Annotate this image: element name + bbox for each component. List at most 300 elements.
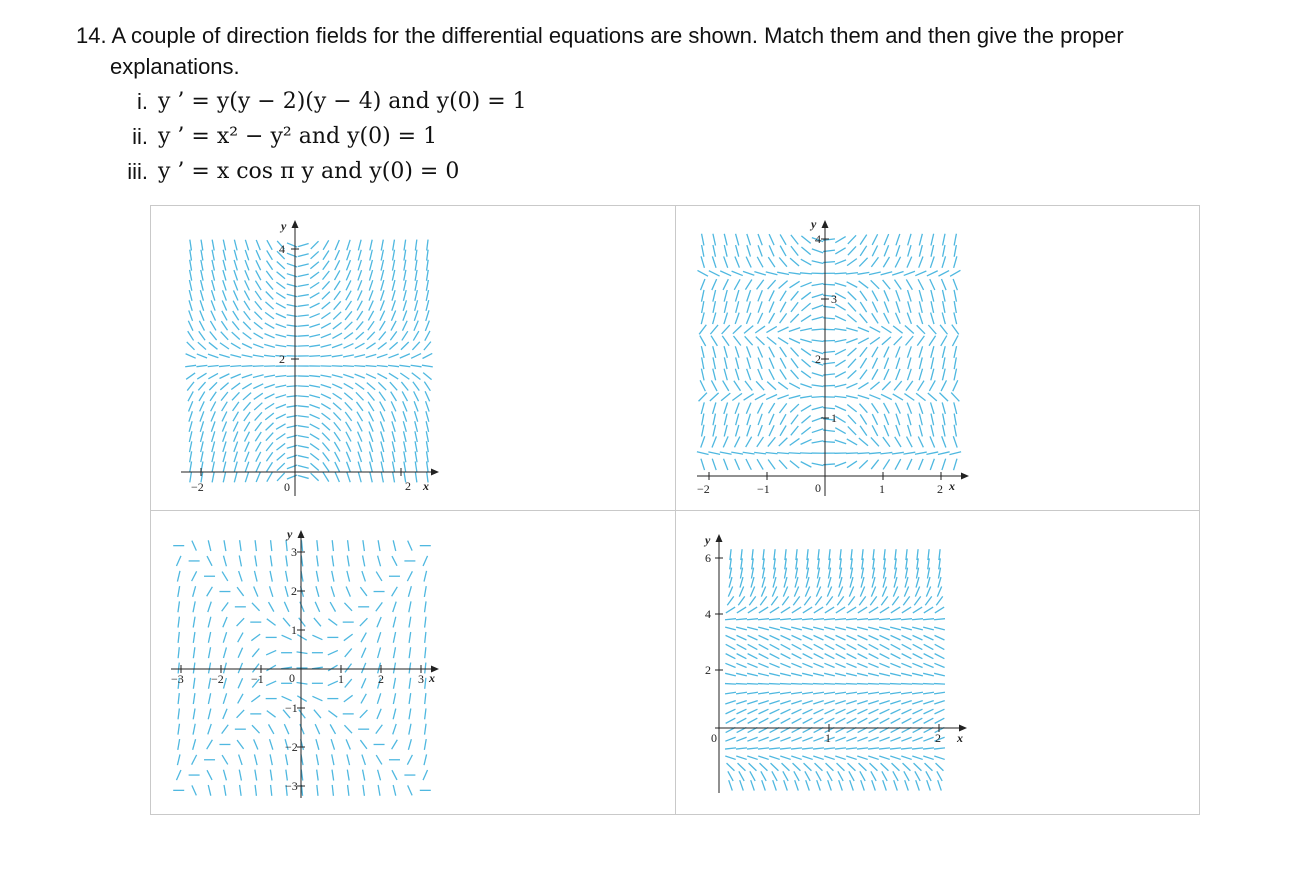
slope-segment [252, 603, 260, 611]
slope-segment [234, 270, 238, 280]
slope-segment [332, 556, 334, 567]
slope-segment [942, 369, 945, 381]
slope-segment [369, 441, 372, 451]
slope-segment [713, 234, 716, 246]
slope-segment [212, 280, 215, 291]
slope-segment [335, 260, 340, 270]
slope-segment [884, 313, 889, 324]
slope-segment [923, 684, 934, 685]
slope-segment [771, 763, 779, 771]
slope-segment [287, 284, 298, 287]
slope-segment [736, 301, 739, 313]
slope-segment [190, 240, 192, 251]
slope-segment [839, 780, 843, 790]
slope-segment [242, 383, 251, 389]
slope-segment [931, 402, 935, 413]
equation-text: y ’ = x cos π y and y(0) = 0 [158, 159, 460, 184]
slope-segment [727, 763, 735, 771]
slope-segment [212, 441, 215, 452]
slope-segment [815, 596, 821, 605]
slope-segment [794, 586, 798, 596]
slope-segment [315, 602, 319, 612]
slope-segment [275, 385, 286, 387]
slope-segment [848, 235, 856, 244]
slope-segment [954, 346, 957, 358]
slope-segment [860, 771, 865, 781]
slope-segment [778, 382, 788, 389]
slope-segment [317, 555, 319, 566]
slope-segment [361, 633, 366, 643]
slope-segment [697, 270, 708, 276]
slope-segment [953, 279, 957, 290]
slope-segment [925, 763, 933, 771]
slope-segment [838, 586, 842, 596]
slope-segment [748, 607, 757, 613]
slope-segment [954, 301, 956, 313]
slope-segment [251, 634, 260, 641]
slope-segment [908, 290, 912, 301]
slope-segment [740, 568, 742, 579]
slope-segment [220, 343, 229, 349]
slope-segment [287, 475, 297, 479]
slope-segment [801, 236, 810, 244]
slope-segment [400, 373, 409, 379]
slope-segment [276, 292, 285, 298]
slope-segment [803, 635, 813, 640]
slope-segment [392, 740, 398, 749]
slope-segment [345, 664, 352, 673]
slope-segment [861, 577, 864, 588]
slope-segment [928, 393, 937, 401]
slope-segment [237, 710, 245, 718]
slope-segment [358, 260, 361, 270]
slope-segment [789, 272, 801, 274]
slope-segment [872, 347, 878, 357]
slope-segment [860, 246, 867, 256]
slope-segment [283, 618, 290, 626]
slope-segment [857, 619, 868, 620]
slope-segment [393, 693, 395, 704]
slope-segment [402, 391, 407, 401]
slope-segment [883, 780, 887, 790]
slope-segment [211, 421, 215, 431]
slope-segment [737, 644, 747, 649]
slope-segment [904, 271, 915, 275]
slope-segment [800, 339, 812, 342]
slope-segment [370, 260, 373, 271]
slope-segment [794, 771, 799, 781]
slope-segment [736, 627, 747, 630]
slope-segment [333, 412, 341, 420]
slope-segment [835, 440, 846, 444]
slope-segment [400, 354, 410, 358]
x-tick-label: 1 [879, 482, 885, 496]
slope-segment [346, 739, 350, 749]
slope-segment [825, 654, 835, 659]
slope-segment [286, 754, 288, 765]
slope-segment [403, 290, 406, 301]
slope-segment [868, 756, 878, 759]
slope-segment [240, 785, 242, 796]
slope-segment [725, 619, 736, 620]
slope-segment [368, 311, 373, 321]
slope-segment [366, 354, 377, 357]
slope-segment [780, 737, 790, 741]
slope-segment [923, 673, 934, 676]
slope-segment [918, 279, 924, 290]
slope-segment [412, 373, 421, 380]
slope-segment [251, 695, 260, 702]
slope-segment [812, 294, 823, 298]
slope-segment [825, 718, 835, 723]
slope-segment [347, 240, 350, 250]
slope-segment [884, 403, 890, 414]
slope-segment [700, 336, 706, 346]
slope-segment [891, 709, 901, 714]
slope-segment [301, 540, 302, 551]
slope-segment [239, 556, 241, 567]
slope-segment [813, 756, 823, 759]
slope-segment [330, 602, 335, 612]
x-tick-label: 0 [711, 731, 717, 745]
slope-segment [801, 427, 810, 434]
slope-segment [954, 459, 957, 470]
slope-segment [773, 780, 777, 790]
slope-segment [310, 303, 320, 308]
slope-segment [361, 678, 365, 688]
slope-segment [923, 756, 933, 759]
slope-segment [846, 673, 857, 676]
slope-segment [871, 257, 878, 267]
slope-segment [287, 263, 297, 267]
slope-segment [880, 709, 890, 714]
slope-segment [791, 358, 798, 368]
y-tick-label: 4 [815, 232, 821, 246]
slope-segment [298, 466, 309, 469]
slope-segment [954, 312, 957, 324]
slope-segment [759, 607, 768, 613]
slope-segment [881, 596, 887, 605]
slope-segment [726, 654, 736, 659]
slope-segment [758, 737, 768, 741]
slope-segment [780, 701, 790, 704]
slope-segment [847, 314, 856, 322]
slope-segment [309, 376, 320, 377]
slope-segment [916, 393, 925, 400]
slope-segment [713, 301, 715, 313]
slope-segment [426, 280, 428, 291]
slope-segment [311, 473, 319, 481]
slope-segment [287, 435, 298, 438]
slope-segment [868, 619, 879, 620]
slope-segment [942, 346, 945, 358]
slope-segment [824, 619, 835, 620]
slope-segment [838, 771, 843, 781]
slope-segment [344, 393, 352, 400]
slope-segment [850, 780, 854, 790]
slope-segment [192, 785, 196, 795]
slope-segment [927, 780, 931, 790]
slope-segment [425, 647, 426, 658]
slope-segment [330, 724, 335, 734]
slope-segment [872, 291, 878, 302]
slope-segment [256, 462, 261, 472]
slope-segment [803, 644, 813, 649]
slope-segment [824, 748, 835, 749]
slope-segment [409, 601, 411, 612]
slope-segment [737, 635, 747, 640]
slope-segment [334, 281, 340, 290]
slope-segment [848, 415, 856, 424]
slope-segment [208, 373, 218, 378]
slope-segment [297, 652, 308, 654]
slope-segment [311, 251, 319, 258]
slope-segment [931, 346, 934, 358]
slope-segment [893, 394, 903, 400]
slope-segment [201, 441, 204, 452]
slope-segment [879, 627, 890, 630]
slope-segment [871, 460, 878, 469]
slope-segment [916, 780, 920, 790]
equation-number: i. [137, 89, 148, 114]
slope-segment [803, 607, 812, 613]
slope-segment [803, 718, 813, 723]
slope-segment [253, 366, 264, 367]
slope-segment [927, 577, 930, 588]
slope-segment [726, 635, 736, 640]
slope-segment [404, 270, 406, 281]
slope-segment [253, 355, 264, 357]
slope-segment [362, 571, 365, 581]
slope-segment [199, 392, 205, 401]
slope-segment [190, 461, 192, 472]
slope-segment [377, 373, 387, 378]
slope-segment [234, 280, 238, 290]
slope-segment [908, 414, 911, 426]
slope-segment [895, 459, 901, 470]
slope-segment [360, 740, 367, 749]
slope-segment [356, 392, 364, 400]
slope-segment [193, 663, 194, 674]
slope-segment [346, 280, 351, 290]
slope-segment [880, 607, 889, 613]
slope-segment [702, 414, 704, 426]
slope-segment [298, 335, 309, 336]
slope-segment [413, 382, 419, 391]
slope-segment [903, 596, 909, 605]
slope-segment [826, 596, 832, 605]
slope-segment [800, 273, 812, 274]
slope-segment [868, 737, 878, 741]
slope-segment [879, 673, 890, 676]
slope-segment [789, 395, 801, 398]
slope-segment [332, 355, 343, 357]
slope-segment [331, 739, 334, 749]
slope-segment [812, 340, 824, 341]
slope-segment [425, 632, 426, 643]
y-tick-label: 1 [831, 411, 837, 425]
slope-segment [355, 343, 365, 348]
slope-segment [734, 279, 740, 289]
slope-segment [791, 291, 799, 300]
slope-segment [298, 426, 309, 428]
slope-segment [802, 756, 812, 759]
slope-segment [824, 627, 835, 630]
slope-segment [835, 384, 847, 387]
slope-segment [201, 250, 203, 261]
slope-segment [813, 673, 824, 676]
slope-segment [860, 347, 867, 356]
slope-segment [738, 596, 744, 605]
slope-segment [816, 771, 821, 781]
slope-segment [193, 708, 195, 719]
slope-segment [930, 459, 934, 470]
slope-segment [849, 586, 853, 596]
slope-segment [264, 355, 275, 356]
slope-segment [238, 678, 242, 688]
slope-segment [210, 321, 216, 330]
slope-segment [392, 280, 395, 291]
slope-segment [846, 627, 857, 630]
slope-segment [724, 301, 727, 313]
slope-segment [859, 281, 869, 288]
slope-segment [892, 452, 904, 454]
slope-segment [413, 331, 419, 341]
slope-segment [835, 663, 845, 667]
slope-segment [200, 300, 204, 310]
slope-segment [415, 472, 417, 483]
slope-segment [256, 442, 261, 452]
slope-segment [758, 701, 768, 704]
slope-segment [323, 261, 329, 270]
slope-segment [919, 313, 923, 324]
slope-segment [223, 462, 226, 473]
slope-segment [938, 271, 949, 277]
slope-segment [344, 333, 353, 339]
slope-segment [757, 403, 762, 414]
slope-segment [759, 718, 769, 723]
slope-segment [189, 310, 193, 320]
slope-segment [275, 334, 286, 337]
slope-segment [699, 325, 706, 335]
slope-segment [891, 654, 901, 659]
slope-segment [919, 414, 922, 426]
slope-segment [426, 411, 429, 422]
slope-segment [722, 336, 729, 346]
slope-segment [917, 325, 925, 334]
slope-segment [784, 568, 786, 579]
slope-segment [857, 673, 868, 676]
slope-segment [713, 357, 715, 369]
slope-segment [791, 348, 799, 357]
x-tick-label: −3 [171, 672, 184, 686]
slope-segment [834, 273, 846, 274]
slope-segment [778, 327, 789, 332]
slope-segment [868, 701, 878, 704]
slope-segment [836, 718, 846, 723]
slope-segment [912, 756, 922, 759]
slope-segment [890, 673, 901, 676]
slope-segment [358, 432, 362, 442]
slope-segment [769, 701, 779, 704]
slope-segment [334, 301, 341, 309]
slope-segment [940, 325, 947, 334]
slope-segment [815, 763, 823, 771]
slope-segment [835, 237, 845, 243]
slope-segment [934, 619, 945, 620]
slope-segment [784, 577, 787, 588]
slope-segment [736, 425, 739, 437]
slope-segment [769, 414, 774, 425]
slope-segment [846, 328, 858, 331]
slope-segment [322, 271, 329, 280]
slope-segment [276, 395, 287, 398]
slope-segment [740, 577, 743, 588]
slope-segment [756, 381, 764, 390]
slope-segment [914, 763, 922, 771]
slope-segment [388, 354, 398, 358]
slope-segment [827, 771, 832, 781]
slope-segment [923, 748, 934, 749]
slope-segment [766, 326, 776, 332]
slope-segment [791, 663, 801, 667]
slope-segment [747, 627, 758, 630]
slope-segment [895, 403, 900, 414]
slope-segment [208, 354, 218, 358]
slope-segment [404, 280, 406, 291]
slope-segment [943, 357, 945, 369]
slope-segment [858, 272, 870, 274]
slope-segment [381, 260, 383, 271]
slope-segment [924, 718, 934, 723]
slope-segment [209, 342, 218, 349]
slope-segment [252, 725, 260, 733]
slope-segment [828, 568, 830, 579]
slope-segment [924, 654, 934, 659]
slope-segment [287, 415, 298, 417]
slope-segment [207, 740, 213, 749]
slope-segment [254, 571, 257, 582]
slope-segment [701, 459, 705, 470]
slope-segment [917, 336, 924, 346]
slope-segment [913, 709, 923, 714]
y-tick-label: 2 [705, 663, 711, 677]
slope-segment [347, 462, 351, 472]
slope-segment [357, 412, 363, 421]
slope-segment [363, 556, 365, 567]
slope-segment [328, 711, 337, 718]
slope-segment [893, 326, 902, 333]
slope-segment [814, 654, 824, 659]
slope-segment [176, 556, 180, 566]
slope-segment [232, 321, 239, 330]
slope-segment [835, 673, 846, 676]
slope-segment [857, 701, 867, 704]
slope-segment [192, 541, 196, 551]
slope-segment [846, 453, 858, 454]
slope-segment [208, 647, 210, 658]
slope-segment [723, 279, 728, 290]
slope-segment [939, 393, 948, 401]
slope-segment [378, 540, 380, 551]
slope-segment [404, 451, 406, 462]
slope-segment [222, 402, 228, 411]
slope-segment [861, 568, 863, 579]
slope-segment [321, 345, 332, 348]
slope-segment [223, 472, 225, 483]
slope-segment [881, 763, 889, 771]
slope-segment [198, 342, 206, 349]
